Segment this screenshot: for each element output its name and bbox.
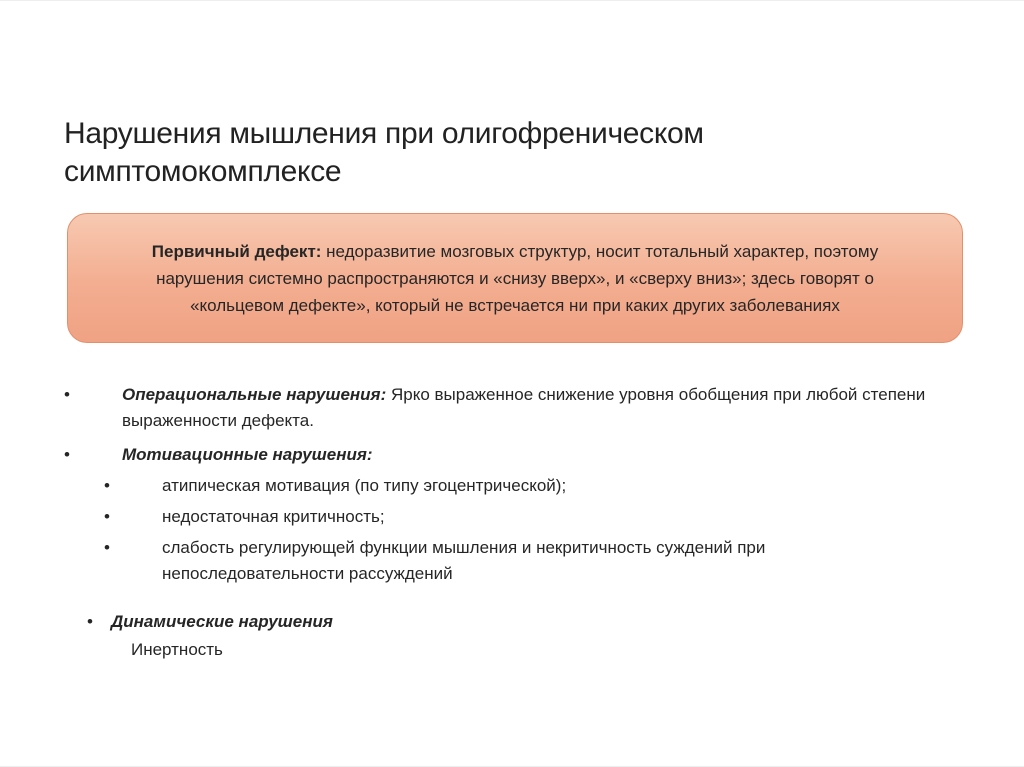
motivational-sub-item: недостаточная критичность; [162,507,385,526]
motivational-sub-item: атипическая мотивация (по типу эгоцентрической); [162,476,567,495]
motivational-sub-item: слабость регулирующей функции мышления и некритичность суждений при непоследовательности рассуждений [162,538,766,583]
dynamic-disorders-label: Динамические нарушения [111,612,333,631]
primary-defect-text [118,238,912,319]
bullet-operational: • [64,385,70,404]
operational-disorders-item [122,382,962,434]
slide-title [64,115,944,191]
primary-defect-description: недоразвитие мозговых структур, носит тотальный характер, поэтому нарушения системно распространяются и «снизу вверх», и «сверху вниз»; здесь говорят о «кольцевом дефекте», который не встречается ни при каких других заболеваниях [156,241,879,315]
operational-disorders-label: Операциональные нарушения: [122,385,387,404]
bullet-motivational-sub-3: • [104,538,110,557]
slide-title-line-1: Нарушения мышления при олигофреническом [64,117,704,150]
bullet-motivational-sub-2: • [104,507,110,526]
slide-title-line-2: симптомокомплексе [64,155,342,188]
bullet-motivational: • [64,445,70,464]
primary-defect-box [67,213,963,343]
bullet-dynamic: • [87,612,93,631]
dynamic-disorders-text: Инертность [131,640,223,659]
motivational-disorders-item [122,442,962,468]
operational-disorders-text: Ярко выраженное снижение уровня обобщения при любой степени выраженности дефекта. [122,385,926,430]
primary-defect-label: Первичный дефект: [151,241,322,261]
bullet-motivational-sub-1: • [104,476,110,495]
dynamic-disorders-item [111,609,711,635]
motivational-disorders-label: Мотивационные нарушения: [122,445,373,464]
